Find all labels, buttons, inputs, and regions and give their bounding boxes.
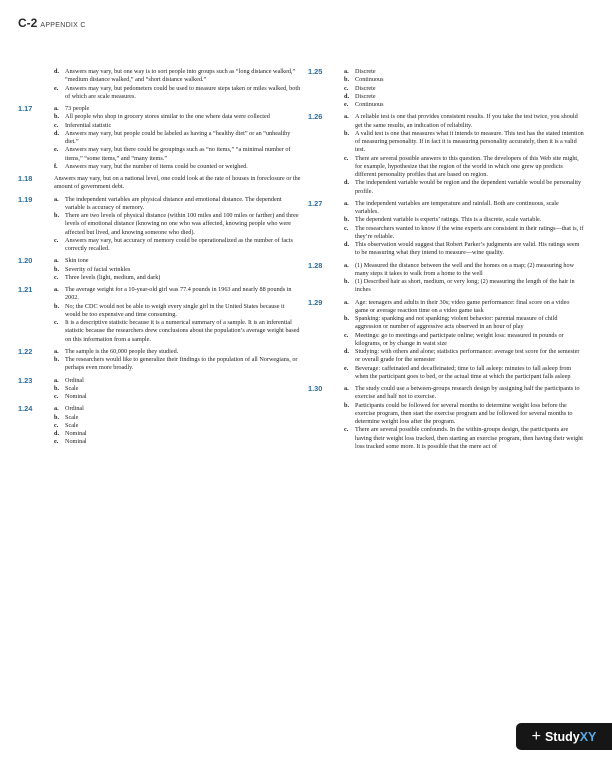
item-letter: e. bbox=[344, 101, 349, 108]
item-letter: c. bbox=[54, 121, 59, 129]
answer-item bbox=[344, 426, 584, 451]
item-text: Ordinal bbox=[65, 376, 84, 384]
answer-item bbox=[54, 348, 301, 356]
answer-block bbox=[18, 105, 301, 171]
item-letter: a. bbox=[54, 195, 59, 203]
item-text: Skin tone bbox=[65, 257, 89, 265]
exercise-number: 1.25 bbox=[308, 67, 323, 76]
item-text: Ordinal bbox=[65, 405, 84, 413]
answer-item bbox=[54, 274, 301, 282]
answer-item bbox=[54, 430, 301, 438]
answer-item bbox=[344, 216, 584, 224]
answer-item bbox=[54, 85, 301, 102]
item-letter: a. bbox=[54, 105, 59, 112]
answer-item bbox=[344, 402, 584, 427]
item-text: Spanking: spanking and not spanking; violent behavior: parental measure of child aggression or number of aggressive acts observed in an hour of play bbox=[355, 315, 558, 331]
answer-item bbox=[344, 315, 584, 332]
answer-block bbox=[308, 299, 584, 382]
exercise-number: 1.24 bbox=[18, 404, 33, 414]
answer-item bbox=[54, 257, 301, 265]
answer-item bbox=[54, 68, 301, 85]
answer-item bbox=[344, 365, 584, 382]
answer-block bbox=[18, 377, 301, 402]
item-letter: a. bbox=[344, 113, 349, 121]
item-letter: b. bbox=[54, 413, 59, 421]
item-text: Age: teenagers and adults in their 30s; video game performance: final score on a video game or average reaction time on a video game task bbox=[355, 298, 570, 314]
item-text: Discrete bbox=[355, 92, 376, 100]
item-letter: d. bbox=[54, 430, 59, 437]
item-letter: b. bbox=[344, 216, 349, 224]
logo-word: Study bbox=[544, 729, 580, 744]
left-answer-column bbox=[18, 68, 301, 447]
right-answer-column bbox=[308, 68, 584, 451]
exercise-number: 1.17 bbox=[18, 104, 33, 113]
page-number: C-2 bbox=[18, 16, 38, 30]
answer-item bbox=[344, 241, 584, 258]
answer-item bbox=[54, 130, 301, 147]
item-letter: c. bbox=[54, 421, 59, 429]
item-text: The sample is the 60,000 people they studied. bbox=[65, 347, 179, 355]
item-text: Studying: with others and alone; statistics performance: average test score for the semester or overall grade for the semester bbox=[355, 348, 580, 364]
item-letter: c. bbox=[54, 273, 59, 281]
item-text: There are several possible confounds. In the within-groups design, the participants are having their weight loss tracked, then starting an exercise program, then having their weight loss tracked some more. It is possible that the mere act of bbox=[355, 426, 584, 450]
exercise-number: 1.28 bbox=[308, 260, 323, 270]
item-text: The average weight for a 10-year-old girl was 77.4 pounds in 1963 and nearly 88 pounds in 2002. bbox=[65, 286, 292, 302]
item-letter: c. bbox=[54, 319, 59, 326]
answer-block bbox=[18, 348, 301, 373]
item-letter: b. bbox=[54, 302, 59, 310]
answer-item bbox=[54, 266, 301, 274]
answer-item bbox=[344, 155, 584, 180]
item-letter: a. bbox=[344, 68, 349, 75]
item-text: Answers may vary, but people could be labeled as having a “healthy diet” or an “unhealthy diet.” bbox=[65, 129, 291, 145]
answer-item bbox=[54, 122, 301, 130]
item-letter: a. bbox=[344, 385, 349, 392]
answer-item bbox=[54, 438, 301, 446]
exercise-number: 1.19 bbox=[18, 194, 33, 204]
item-letter: a. bbox=[54, 347, 59, 355]
item-text: Nominal bbox=[65, 438, 87, 446]
answer-block bbox=[308, 68, 584, 109]
section-label: APPENDIX C bbox=[40, 22, 86, 29]
item-letter: a. bbox=[344, 261, 349, 269]
item-text: The independent variables are physical distance and emotional distance. The dependent variable is accuracy of memory. bbox=[65, 195, 282, 211]
answer-item bbox=[54, 212, 301, 237]
item-text: Inferential statistic bbox=[65, 121, 112, 129]
item-letter: f. bbox=[54, 162, 58, 170]
item-letter: c. bbox=[344, 331, 349, 339]
item-letter: a. bbox=[54, 405, 59, 413]
item-letter: b. bbox=[54, 384, 59, 392]
item-text: Discrete bbox=[355, 84, 376, 92]
item-letter: c. bbox=[54, 236, 59, 244]
item-text: A reliable test is one that provides consistent results. If you take the test twice, you should get the same results, an indication of reliability. bbox=[355, 113, 578, 129]
answer-paragraph: Answers may vary, but on a national level, one could look at the rate of houses in foreclosure or the amount of government debt. bbox=[54, 175, 301, 191]
item-text: It is a descriptive statistic because it is a numerical summary of a sample. It is an inferential statistic because the researchers drew conclusions about the population’s average weight based on this information from a sample. bbox=[65, 319, 300, 343]
item-letter: b. bbox=[344, 315, 349, 322]
item-text: Participants could be followed for several months to determine weight loss before the exercise program, then start the exercise program and be followed for several months to determine weight loss after the program. bbox=[355, 401, 573, 425]
answer-item bbox=[344, 278, 584, 295]
item-letter: c. bbox=[344, 224, 349, 232]
item-text: Answers may vary, but accuracy of memory could be operationalized as the number of facts correctly recalled. bbox=[65, 236, 293, 252]
item-text: There are several possible answers to this question. The developers of this Web site might, for example, hypothesize that the region of the world in which one grew up predicts different personality profiles that are based on region. bbox=[355, 154, 579, 178]
answer-item bbox=[54, 356, 301, 373]
answer-item bbox=[344, 225, 584, 242]
item-letter: d. bbox=[54, 129, 59, 137]
exercise-number: 1.23 bbox=[18, 375, 33, 385]
answer-block bbox=[18, 257, 301, 282]
item-text: The independent variables are temperature and rainfall. Both are continuous, scale variables. bbox=[355, 199, 559, 215]
answer-item bbox=[54, 385, 301, 393]
exercise-number: 1.22 bbox=[18, 346, 33, 356]
answer-item bbox=[54, 422, 301, 430]
item-text: The researchers would like to generalize their findings to the population of all Norwegians, or perhaps even more broadly. bbox=[65, 356, 298, 372]
item-text: Three levels (light, medium, and dark) bbox=[65, 273, 161, 281]
item-text: Meetings: go to meetings and participate online; weight loss: measured in pounds or kilograms, or by change in waist size bbox=[355, 331, 564, 347]
exercise-number: 1.27 bbox=[308, 198, 323, 208]
answer-block bbox=[308, 385, 584, 451]
answer-item bbox=[344, 262, 584, 279]
answer-item bbox=[344, 332, 584, 349]
item-letter: d. bbox=[54, 68, 59, 75]
answer-item bbox=[344, 299, 584, 316]
item-text: Nominal bbox=[65, 430, 87, 437]
logo-accent: XY bbox=[579, 729, 597, 744]
answer-item bbox=[54, 303, 301, 320]
item-text: Continuous bbox=[355, 76, 384, 84]
studyxy-logo bbox=[516, 723, 612, 750]
item-letter: b. bbox=[344, 278, 349, 285]
item-letter: e. bbox=[54, 146, 59, 154]
item-text: Answers may vary, but one way is to sort people into groups such as “long distance walked,” “medium distance walked,” and “short distance walked.” bbox=[65, 68, 296, 84]
item-text: The researchers wanted to know if the wine experts are consistent in their ratings—that is, if they’re reliable. bbox=[355, 224, 584, 240]
item-text: A valid test is one that measures what it intends to measure. This test has the stated intention of measuring personality. If in fact it is measuring personality accurately, then it is a valid test. bbox=[355, 129, 584, 154]
answer-block bbox=[18, 68, 301, 101]
item-text: The independent variable would be region and the dependent variable would be personality profile. bbox=[355, 179, 582, 195]
exercise-number: 1.21 bbox=[18, 285, 33, 294]
answer-item bbox=[54, 146, 301, 163]
answer-block bbox=[18, 405, 301, 446]
item-letter: e. bbox=[344, 364, 349, 372]
item-letter: d. bbox=[344, 179, 349, 187]
item-letter: c. bbox=[54, 393, 59, 400]
item-text: There are two levels of physical distance (within 100 miles and 100 miles or farther) and three levels of emotional distance (knowing no one who was affected, knowing people who were affected but lived, and knowing someone who died). bbox=[65, 212, 299, 236]
item-text: Beverage: caffeinated and decaffeinated; time to fall asleep: minutes to fall asleep from when the participant goes to bed, or the actual time at which the participant falls asleep bbox=[355, 364, 572, 380]
exercise-number: 1.29 bbox=[308, 297, 323, 307]
item-text: (1) Measured the distance between the well and the homes on a map; (2) measuring how many steps it takes to walk from a home to the well bbox=[355, 261, 575, 277]
answer-item bbox=[344, 101, 584, 109]
answer-item bbox=[54, 286, 301, 303]
item-letter: a. bbox=[344, 298, 349, 306]
answer-item bbox=[54, 237, 301, 254]
answer-block bbox=[308, 200, 584, 258]
answer-block bbox=[18, 196, 301, 254]
item-letter: d. bbox=[344, 92, 349, 100]
exercise-number: 1.18 bbox=[18, 174, 33, 183]
item-letter: e. bbox=[54, 438, 59, 446]
item-text: Nominal bbox=[65, 393, 87, 400]
item-text: Answers may vary, but there could be groupings such as “no items,” “a minimal number of items,” “some items,” and “many items.” bbox=[65, 146, 291, 162]
item-text: No; the CDC would not be able to weigh every single girl in the United States because it would be too expensive and time consuming. bbox=[65, 302, 285, 318]
item-text: (1) Described hair as short, medium, or very long; (2) measuring the length of the hair in inches bbox=[355, 278, 575, 294]
item-text: This observation would suggest that Robert Parker’s judgments are valid. His ratings seem to be measuring what they intend to measure—wine quality. bbox=[355, 241, 580, 257]
answer-item bbox=[54, 393, 301, 401]
answer-item bbox=[344, 130, 584, 155]
answer-item bbox=[54, 414, 301, 422]
answer-item bbox=[54, 113, 301, 121]
answer-item bbox=[54, 163, 301, 171]
item-letter: a. bbox=[54, 376, 59, 384]
answer-item bbox=[344, 348, 584, 365]
answer-item bbox=[344, 93, 584, 101]
answer-block bbox=[18, 175, 301, 192]
page-header bbox=[18, 14, 86, 32]
item-text: The dependent variable is experts’ ratings. This is a discrete, scale variable. bbox=[355, 216, 542, 224]
plus-icon: + bbox=[531, 727, 541, 745]
item-letter: b. bbox=[344, 401, 349, 409]
item-letter: b. bbox=[54, 212, 59, 219]
item-letter: b. bbox=[54, 265, 59, 273]
item-text: 73 people bbox=[65, 105, 90, 112]
answer-item bbox=[344, 385, 584, 402]
answer-item bbox=[54, 405, 301, 413]
item-text: Scale bbox=[65, 421, 79, 429]
answer-item bbox=[344, 68, 584, 76]
item-letter: d. bbox=[344, 348, 349, 355]
item-letter: b. bbox=[54, 356, 59, 363]
answer-item bbox=[344, 113, 584, 130]
item-text: Scale bbox=[65, 384, 79, 392]
answer-block bbox=[18, 286, 301, 344]
answer-item bbox=[54, 105, 301, 113]
item-letter: b. bbox=[344, 76, 349, 84]
item-letter: b. bbox=[54, 113, 59, 121]
item-text: Severity of facial wrinkles bbox=[65, 265, 131, 273]
item-text: Discrete bbox=[355, 68, 376, 75]
item-text: Scale bbox=[65, 413, 79, 421]
item-text: Continuous bbox=[355, 101, 384, 108]
item-letter: a. bbox=[54, 286, 59, 293]
exercise-number: 1.20 bbox=[18, 256, 33, 266]
item-text: Answers may vary, but the number of items could be counted or weighed. bbox=[65, 162, 248, 170]
item-letter: d. bbox=[344, 241, 349, 248]
item-letter: c. bbox=[344, 154, 349, 162]
item-text: All people who shop in grocery stores similar to the one where data were collected bbox=[65, 113, 270, 121]
item-letter: a. bbox=[54, 257, 59, 265]
answer-block bbox=[308, 113, 584, 196]
answer-item bbox=[54, 319, 301, 344]
item-letter: a. bbox=[344, 199, 349, 207]
answer-item bbox=[54, 377, 301, 385]
exercise-number: 1.30 bbox=[308, 384, 323, 393]
answer-item bbox=[344, 179, 584, 196]
item-letter: c. bbox=[344, 426, 349, 434]
exercise-number: 1.26 bbox=[308, 112, 323, 122]
answer-block bbox=[308, 262, 584, 295]
answer-item bbox=[344, 76, 584, 84]
answer-item bbox=[344, 85, 584, 93]
item-text: Answers may vary, but pedometers could be used to measure steps taken or miles walked, both of which are scale measures. bbox=[65, 84, 301, 100]
item-text: The study could use a between-groups research design by assigning half the participants to exercise and half not to exercise. bbox=[355, 385, 580, 401]
item-letter: b. bbox=[344, 129, 349, 137]
answer-item bbox=[54, 196, 301, 213]
item-letter: c. bbox=[344, 84, 349, 92]
item-letter: e. bbox=[54, 84, 59, 92]
answer-item bbox=[344, 200, 584, 217]
